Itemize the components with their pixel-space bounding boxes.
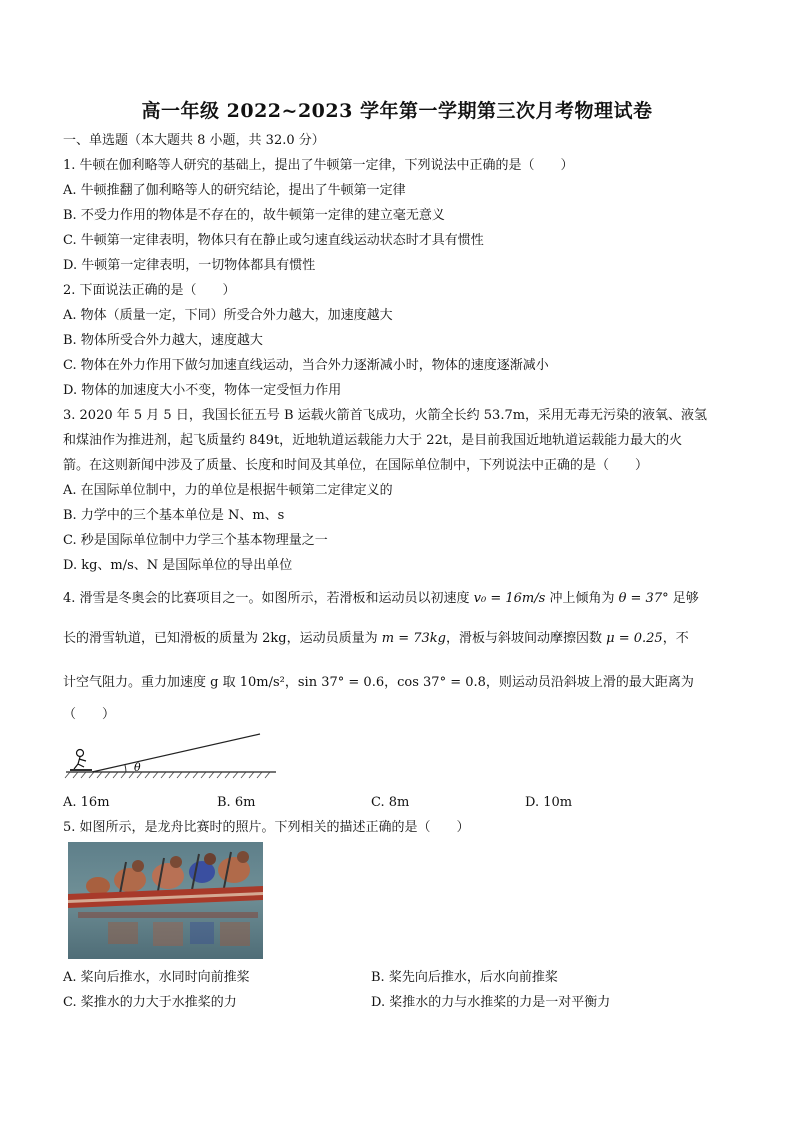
question-1-option-d: D. 牛顿第一定律表明，一切物体都具有惯性: [63, 258, 316, 273]
question-2-option-b: B. 物体所受合外力越大，速度越大: [63, 333, 263, 348]
q4-text: 计空气阻力。重力加速度 g 取: [63, 675, 240, 690]
question-3-option-c: C. 秒是国际单位制中力学三个基本物理量之一: [63, 533, 328, 548]
skier-icon: [70, 750, 92, 771]
question-3-stem-line-2: 和煤油作为推进剂，起飞质量约 849t，近地轨道运载能力大于 22t，是目前我国近地轨道运载能力最大的火: [63, 433, 683, 448]
question-4-stem-line-4: （ ）: [63, 707, 116, 722]
initial-velocity-formula: v₀ = 16m/s: [473, 591, 546, 606]
athlete-mass-formula: m = 73kg: [381, 631, 446, 646]
question-3-option-b: B. 力学中的三个基本单位是 N、m、s: [63, 508, 285, 523]
question-5-option-b: B. 桨先向后推水，后水向前推桨: [371, 970, 558, 985]
q4-text: 足够: [668, 591, 699, 606]
question-5-option-a: A. 桨向后推水，水同时向前推桨: [63, 970, 250, 985]
q4-text: ，不: [662, 631, 689, 646]
incline-line: [92, 734, 260, 772]
question-1-option-b: B. 不受力作用的物体是不存在的，故牛顿第一定律的建立毫无意义: [63, 208, 445, 223]
question-3-stem-line-1: 3. 2020 年 5 月 5 日，我国长征五号 B 运载火箭首飞成功，火箭全长约 53.7m，采用无毒无污染的液氧、液氢: [63, 408, 708, 423]
q4-text: 4. 滑雪是冬奥会的比赛项目之一。如图所示，若滑板和运动员以初速度: [63, 591, 474, 606]
question-4-option-b: B. 6m: [217, 795, 256, 810]
ground-hatching: [65, 772, 270, 778]
question-1-stem: 1. 牛顿在伽利略等人研究的基础上，提出了牛顿第一定律，下列说法中正确的是（ ）: [63, 158, 574, 173]
question-5-stem: 5. 如图所示，是龙舟比赛时的照片。下列相关的描述正确的是（ ）: [63, 820, 470, 835]
question-3-option-d: D. kg、m/s、N 是国际单位的导出单位: [63, 558, 293, 573]
cosine-formula: cos 37° = 0.8: [397, 675, 486, 690]
q4-text: 冲上倾角为: [545, 591, 619, 606]
question-2-option-c: C. 物体在外力作用下做匀加速直线运动，当合外力逐渐减小时，物体的速度逐渐减小: [63, 358, 549, 373]
section-heading: 一、单选题（本大题共 8 小题，共 32.0 分）: [63, 133, 325, 148]
q4-text: 长的滑雪轨道，已知滑板的质量为 2kg，运动员质量为: [63, 631, 382, 646]
question-2-option-d: D. 物体的加速度大小不变，物体一定受恒力作用: [63, 383, 342, 398]
question-5-option-c: C. 桨推水的力大于水推桨的力: [63, 995, 237, 1010]
question-4-stem-line-3: [63, 674, 694, 692]
exam-title: 高一年级 2022~2023 学年第一学期第三次月考物理试卷: [141, 100, 653, 122]
sine-formula: sin 37° = 0.6: [297, 675, 385, 690]
question-4-option-d: D. 10m: [525, 795, 573, 810]
question-4-option-a: A. 16m: [63, 795, 110, 810]
question-2-option-a: A. 物体（质量一定，下同）所受合外力越大，加速度越大: [63, 308, 393, 323]
q4-text: ，: [384, 675, 398, 690]
q4-text: ，则运动员沿斜坡上滑的最大距离为: [485, 675, 694, 690]
slope-diagram: [62, 730, 280, 782]
question-1-option-a: A. 牛顿推翻了伽利略等人的研究结论，提出了牛顿第一定律: [63, 183, 406, 198]
question-3-stem-line-3: 箭。在这则新闻中涉及了质量、长度和时间及其单位，在国际单位制中，下列说法中正确的是（ ）: [63, 458, 649, 473]
question-4-stem-line-2: [63, 630, 689, 648]
angle-arc: [125, 765, 126, 772]
question-4-stem-line-1: [63, 590, 699, 608]
friction-coefficient-formula: μ = 0.25: [606, 631, 663, 646]
question-4-option-c: C. 8m: [371, 795, 410, 810]
q4-text: ，滑板与斜坡间动摩擦因数: [445, 631, 607, 646]
question-1-option-c: C. 牛顿第一定律表明，物体只有在静止或匀速直线运动状态时才具有惯性: [63, 233, 484, 248]
dragon-boat-photo: [68, 842, 263, 959]
incline-angle-formula: θ = 37°: [618, 591, 669, 606]
question-2-stem: 2. 下面说法正确的是（ ）: [63, 283, 236, 298]
question-5-option-d: D. 桨推水的力与水推桨的力是一对平衡力: [371, 995, 611, 1010]
q4-text: ，: [284, 675, 298, 690]
gravity-formula: 10m/s²: [239, 675, 285, 690]
question-3-option-a: A. 在国际单位制中，力的单位是根据牛顿第二定律定义的: [63, 483, 393, 498]
angle-label: θ: [134, 761, 141, 774]
